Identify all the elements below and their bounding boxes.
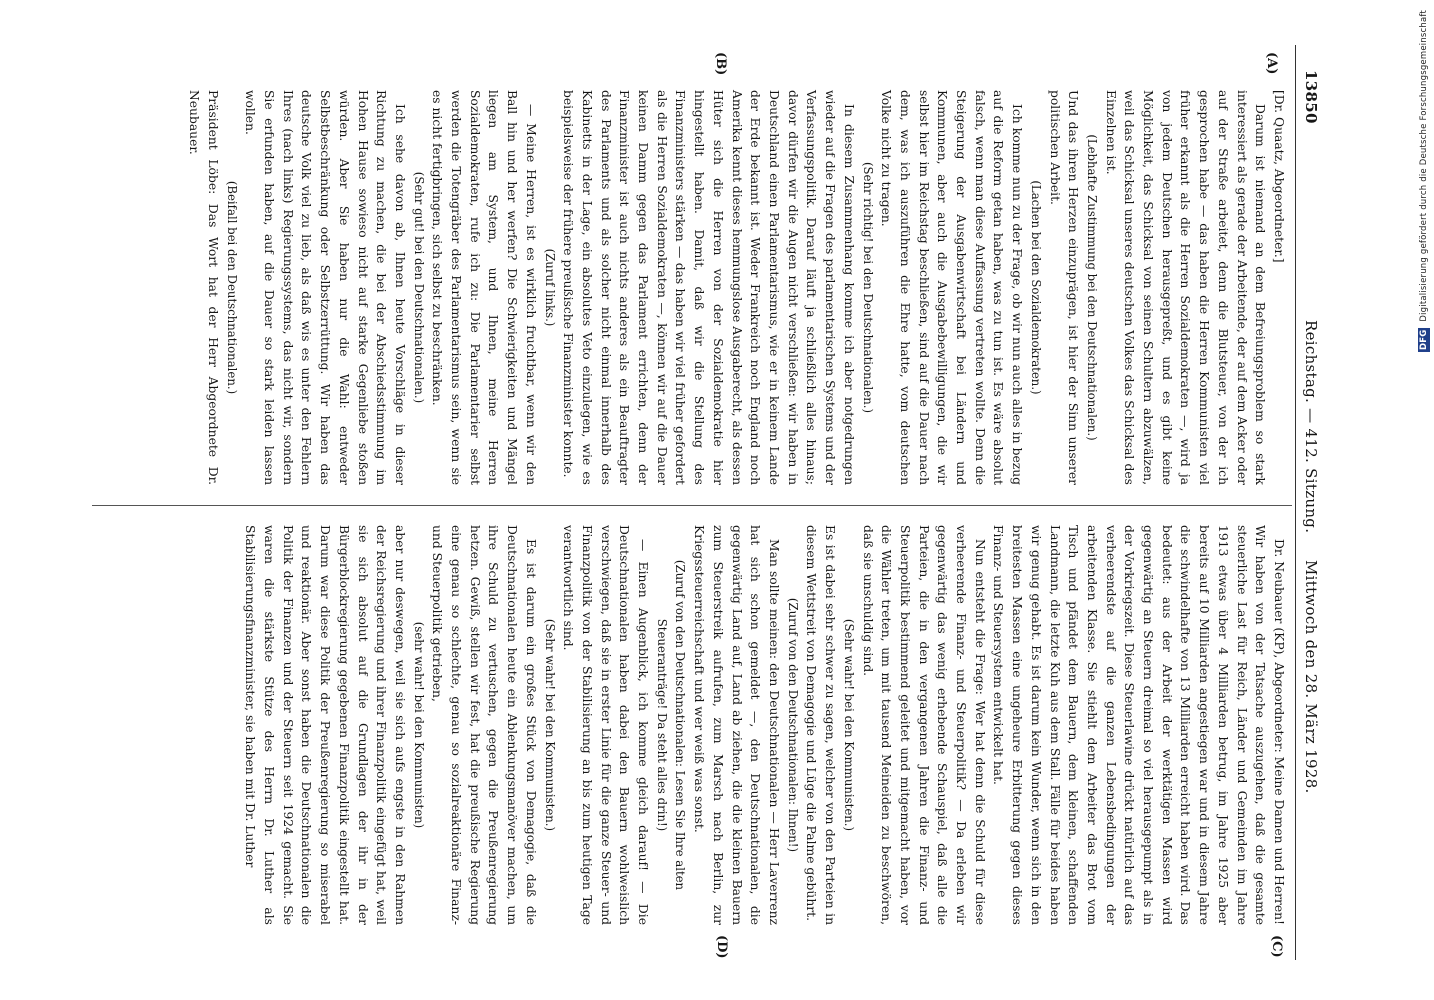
dfg-logo: DFG [1419, 329, 1429, 350]
header-rule [1295, 45, 1296, 960]
left-paragraph: Ich sehe davon ab, Ihnen heute Vorschläge in dieser Richtung zu machen, die bei der Abschiedsstimmung im Hohen Hause sowieso nicht auf starke Gegenliebe stoßen würden. Aber Sie haben nur die Wahl: entweder Selbstbeschränkung oder Selbstzerrüttung. Wir haben das deutsche Volk viel zu lieb, als daß wis es unter den Fehlern Ihres (nach links) Regierungssystems, das nicht wir, sondern Sie erfunden haben, auf die Dauer so stark leiden lassen wollen. [243, 90, 407, 485]
left-paragraph: (Lachen bei den Sozialdemokraten.) [1028, 180, 1043, 395]
right-paragraph: Man sollte meinen: den Deutschnationalen — Herr Laverrenz hat sich schon gemeldet —, den Deutschnationalen, die gegenwärtig Land auf, Land ab ziehen, die die kleinen Bauern zum Steuerstreik aufrufen, zum Marsch nach Berlin, zur Kriegssteuerreichschaft und wer weiß was sonst. [692, 525, 782, 925]
left-paragraph: — Meine Herren, ist es wirklich fruchtbar, wenn wir den Ball hin und her werfen? Die Schwierigkeiten und Mängel liegen am System, und Ihnen, meine Herren Sozialdemokraten, rufe ich zu: Die Parlamentarier selbst werden die Totengräber des Parlamentarismus sein, wenn sie es nicht fertigbringen, sich selbst zu beschränken. [430, 90, 538, 485]
margin-marker-d: (D) [714, 935, 729, 959]
right-paragraph: aber nur deswegen, weil sie sich aufs engste in den Rahmen der Reichsregierung und ihrer Finanzpolitik eingefügt hat, weil sie sich absolut auf die Grundlagen der ihr in der Bürgerblockregierung gegebenen Finanzpolitik eingestellt hat. Darum war diese Politik der Preußenregierung so miserabel und reaktionär. Aber sonst haben die Deutschnationalen die Politik der Finanzen und der Steuern seit 1924 gemacht. Sie waren die stärkste Stütze des Herrn Dr. Luther als Stabilisierungsfinanzminister, sie haben mit Dr. Luther [243, 525, 407, 925]
left-paragraph: (Sehr gut! bei den Deutschnationalen.) [411, 171, 426, 404]
right-paragraph: Dr. Neubauer (KP), Abgeordneter: Meine Damen und Herren! Wir haben von der Tatsache auszugehen, daß die gesamte steuerliche Last für Reich, Länder und Gemeinden im Jahre 1913 etwas über 4 Milliarden betrug, im Jahre 1925 aber bereits auf 10 Milliarden angestiegen war und in diesem Jahre die schwindelhafte von 13 Milliarden erreicht haben wird. Das bedeutet: aus der Arbeit der werktätigen Massen wird gegenwärtig an Steuern dreimal so viel herausgepumpt als in der Vorkriegszeit. Diese Steuerlawine drückt natürlich auf das verheerendste auf die ganzen Lebensbedingungen der arbeitenden Klasse. Sie stiehlt dem Arbeiter das Brot vom Tisch und pfändet dem Bauern, dem kleinen, schaffenden Landmann, die letzte Kuh aus dem Stall. Fälle für beides haben wir genug gehabt. Es ist darum kein Wunder, wenn sich in den breitesten Massen eine ungeheure Erbitterung gegen dieses Finanz- und Steuersystem entwickelt hat. [991, 525, 1286, 926]
session-title: Reichstag. — 412. Sitzung. [1302, 320, 1320, 534]
right-paragraph: Es ist darum ein großes Stück von Demagogie, daß die Deutschnationalen heute ein Ablenkungsmanöver machen, um ihre Schuld zu vertuschen, gegen die Preußenregierung hetzen. Gewiß, stellen wir fest, hat die preußische Regierung eine genau so schlechte, genau so sozialreaktionäre Finanz- und Steuerpolitik getrieben, [430, 525, 538, 925]
left-paragraph: (Zuruf links.) [542, 248, 557, 327]
right-paragraph: (Sehr wahr! bei den Kommunisten.) [841, 618, 856, 832]
right-paragraph: (Zuruf von den Deutschnationalen: Lesen Sie Ihre alten Steueranträge! Da steht alles drin!) [654, 559, 688, 891]
margin-marker-c: (C) [1269, 935, 1284, 958]
column-divider [92, 505, 1292, 506]
right-paragraph: — Einen Augenblick, ich komme gleich darauf! — Die Deutschnationalen haben dabei den Bauern wohlweislich verschwiegen, daß sie in erster Linie für die ganze Steuer- und Finanzpolitik von der Stabilisierung an bis zum heutigen Tage verantwortlich sind. [561, 525, 651, 925]
left-paragraph: Präsident Löbe: Das Wort hat der Herr Abgeordnete Dr. Neubauer. [187, 90, 220, 485]
margin-marker-b: (B) [713, 52, 728, 76]
right-paragraph: (Sehr wahr! bei den Kommunisten.) [542, 618, 557, 832]
left-column [185, 90, 1288, 485]
page-number: 13850 [1302, 70, 1320, 124]
margin-marker-a: (A) [1264, 52, 1279, 75]
right-column [241, 525, 1288, 925]
digitization-text: Digitalisierung gefördert durch die Deutsche Forschungsgemeinschaft [1419, 10, 1429, 322]
right-paragraph: (Zuruf von den Deutschnationalen: Ihnen!) [785, 597, 800, 853]
right-paragraph: Es ist dabei sehr schwer zu sagen, welcher von den Parteien in diesem Wettstreit von Demagogie und Lüge die Palme gebührt. [804, 525, 838, 925]
digitization-note [1418, 10, 1430, 352]
left-paragraph: (Lebhafte Zustimmung bei den Deutschnationalen.) [1084, 134, 1099, 441]
right-paragraph: (sehr wahr! bei den Kommunisten) [411, 621, 426, 829]
right-paragraph: Nun entsteht die Frage: Wer hat denn die Schuld für diese verheerende Finanz- und Steuerpolitik? — Da erleben wir gegenwärtig das wenig erhebende Schauspiel, daß alle die Parteien, die in den vergangenen Jahren die Finanz- und Steuerpolitik bestimmend geleitet und mitgemacht haben, vor die Wähler treten, um mit tausend Meineiden zu beschwören, daß sie unschuldig sind. [860, 525, 987, 925]
session-date: Mittwoch den 28. März 1928. [1302, 560, 1320, 794]
left-paragraph: Darum ist niemand an dem Befreiungsproblem so stark interessiert als gerade der Arbeitende, der auf dem Acker oder auf der Straße arbeitet, denn die Blutsteuer, von der ich gesprochen habe — das haben die Herren Kommunisten viel früher erkannt als die Herren Sozialdemokraten —, wird ja von jedem Deutschen herausgepreßt, und es gibt keine Möglichkeit, das Schicksal von seinen Schultern abzuwälzen, weil das Schicksal unseres deutschen Volkes das Schicksal des Einzelnen ist. [1103, 90, 1268, 485]
left-paragraph: (Beifall bei den Deutschnationalen.) [224, 180, 239, 395]
left-paragraph: Ich komme nun zu der Frage, ob wir nun auch alles in bezug auf die Reform getan haben, was zu tun ist. Es wäre absolut falsch, wenn man diese Auffassung vertreten wollte. Denn die Steigerung der Ausgabenwirtschaft bei Ländern und Kommunen, aber auch die Ausgabebewilligungen, die wir selbst hier im Reichstag beschließen, sind auf die Dauer nach dem, was ich auszuführen die Ehre hatte, vom deutschen Volke nicht zu tragen. [879, 90, 1025, 485]
left-paragraph: (Sehr richtig! bei den Deutschnationalen.) [860, 161, 875, 414]
left-paragraph: In diesem Zusammenhang komme ich aber notgedrungen wieder auf die Fragen des parlamentarischen Systems und der Verfassungspolitik. Darauf läuft ja schließlich alles hinaus; davor dürfen wir die Augen nicht verschließen: wir haben in Deutschland einen Parlamentarismus, wie er in keinem Lande der Erde bekannt ist. Weder Frankreich noch England noch Amerika kennt dieses hemmungslose Ausgaberecht, als dessen Hüter sich die Herren von der Sozialdemokratie hier hingestellt haben. Damit, daß wir die Stellung des Finanzministers stärken — das haben wir viel früher gefordert als die Herren Sozialdemokraten —, können wir auf die Dauer keinen Damm gegen das Parlament errichten, denn der Finanzminister ist auch nichts anderes als ein Beauftragter des Parlaments und als solcher nicht einmal innerhalb des Kabinetts in der Lage, ein absolutes Veto einzulegen, wie es beispielsweise der frühere preußische Finanzminister konnte. [561, 90, 856, 485]
left-paragraph: [Dr. Quaatz, Abgeordneter.] [1272, 90, 1286, 263]
left-paragraph: Und das ihren Herzen einzuprägen, ist hier der Sinn unserer politischen Arbeit. [1047, 90, 1081, 485]
page-header [1294, 40, 1324, 960]
